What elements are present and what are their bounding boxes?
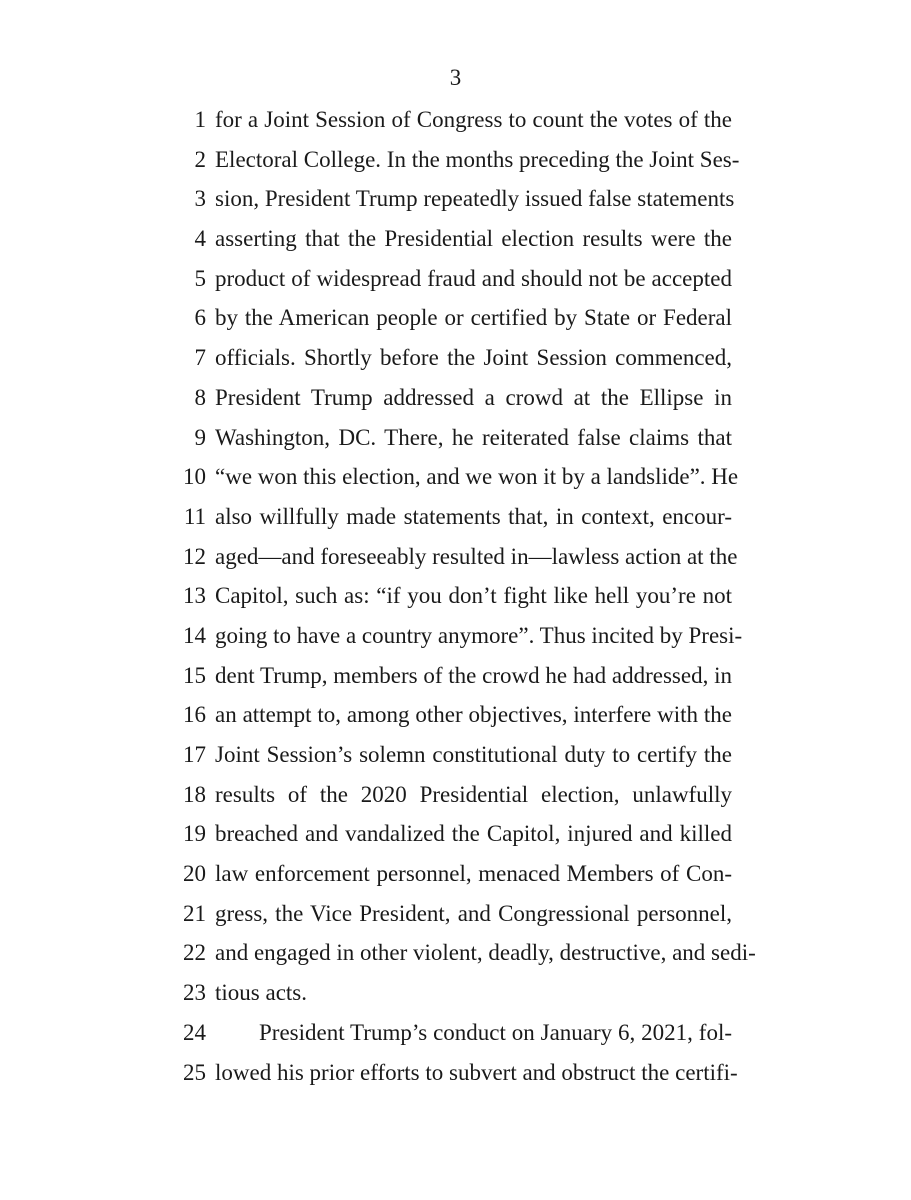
text-line xyxy=(0,263,911,303)
line-text: Electoral College. In the months preceding the Joint Ses- xyxy=(215,146,740,172)
text-line xyxy=(0,937,911,977)
text-line xyxy=(0,620,911,660)
text-line xyxy=(0,660,911,700)
text-line xyxy=(0,779,911,819)
line-number: 14 xyxy=(183,622,206,648)
line-text: sion, President Trump repeatedly issued false statements xyxy=(215,186,735,212)
line-text: and engaged in other violent, deadly, destructive, and sedi- xyxy=(215,940,756,966)
line-number: 1 xyxy=(194,107,206,132)
line-number: 9 xyxy=(194,424,206,450)
line-number: 18 xyxy=(183,781,206,807)
line-text: asserting that the Presidential election results were the xyxy=(215,226,732,252)
line-text: President Trump’s conduct on January 6, 2021, fol- xyxy=(259,1019,732,1045)
line-text: breached and vandalized the Capitol, injured and killed xyxy=(215,821,732,847)
text-line xyxy=(0,1017,911,1057)
line-number: 17 xyxy=(183,742,206,767)
line-number: 25 xyxy=(183,1059,206,1085)
line-number: 10 xyxy=(183,464,206,490)
text-line xyxy=(0,104,911,144)
line-text: officials. Shortly before the Joint Session commenced, xyxy=(215,345,732,371)
text-line xyxy=(0,501,911,541)
line-number: 4 xyxy=(194,226,206,252)
line-number: 12 xyxy=(183,543,206,569)
line-text: an attempt to, among other objectives, interfere with the xyxy=(215,702,732,728)
line-text: Capitol, such as: “if you don’t fight like hell you’re not xyxy=(215,583,732,609)
line-number: 13 xyxy=(183,583,206,609)
text-line xyxy=(0,461,911,501)
text-line xyxy=(0,858,911,898)
line-text: lowed his prior efforts to subvert and obstruct the certifi- xyxy=(215,1059,738,1085)
line-number: 6 xyxy=(194,305,206,331)
line-text: aged—and foreseeably resulted in—lawless action at the xyxy=(215,543,738,569)
text-line xyxy=(0,1057,911,1097)
text-line xyxy=(0,422,911,462)
line-number: 19 xyxy=(183,821,206,847)
line-number: 23 xyxy=(183,980,206,1006)
line-number: 2 xyxy=(194,146,206,172)
line-text: law enforcement personnel, menaced Members of Con- xyxy=(215,861,732,887)
text-line xyxy=(0,541,911,581)
line-number: 5 xyxy=(194,265,206,291)
line-text: Washington, DC. There, he reiterated false claims that xyxy=(215,424,732,450)
line-text: product of widespread fraud and should not be accepted xyxy=(215,265,732,291)
line-text: dent Trump, members of the crowd he had addressed, in xyxy=(215,662,732,688)
text-line xyxy=(0,382,911,422)
text-line xyxy=(0,898,911,938)
line-number: 24 xyxy=(183,1019,206,1045)
text-line xyxy=(0,580,911,620)
line-text: for a Joint Session of Congress to count the votes of the xyxy=(215,107,732,132)
line-text: gress, the Vice President, and Congressional personnel, xyxy=(215,900,732,926)
line-number: 7 xyxy=(194,345,206,371)
text-line xyxy=(0,977,911,1017)
line-number: 22 xyxy=(183,940,206,966)
line-number: 21 xyxy=(183,900,206,926)
line-text: results of the 2020 Presidential election, unlawfully xyxy=(215,781,732,807)
line-number: 8 xyxy=(194,384,206,410)
line-text: also willfully made statements that, in context, encour- xyxy=(215,503,732,529)
line-text: going to have a country anymore”. Thus incited by Presi- xyxy=(215,622,743,648)
text-line xyxy=(0,183,911,223)
text-line xyxy=(0,342,911,382)
text-body xyxy=(0,104,911,1096)
text-line xyxy=(0,699,911,739)
line-text: tious acts. xyxy=(215,980,307,1006)
text-line xyxy=(0,818,911,858)
line-number: 15 xyxy=(183,662,206,688)
line-number: 16 xyxy=(183,702,206,728)
page-number: 3 xyxy=(449,65,462,90)
text-line xyxy=(0,739,911,779)
line-number: 3 xyxy=(194,186,206,212)
line-number: 20 xyxy=(183,861,206,887)
text-line xyxy=(0,223,911,263)
text-line xyxy=(0,302,911,342)
text-line xyxy=(0,144,911,184)
line-text: Joint Session’s solemn constitutional duty to certify the xyxy=(215,742,732,767)
line-text: “we won this election, and we won it by a landslide”. He xyxy=(215,464,739,490)
line-text: President Trump addressed a crowd at the Ellipse in xyxy=(215,384,732,410)
line-text: by the American people or certified by State or Federal xyxy=(215,305,732,331)
line-number: 11 xyxy=(183,503,206,529)
